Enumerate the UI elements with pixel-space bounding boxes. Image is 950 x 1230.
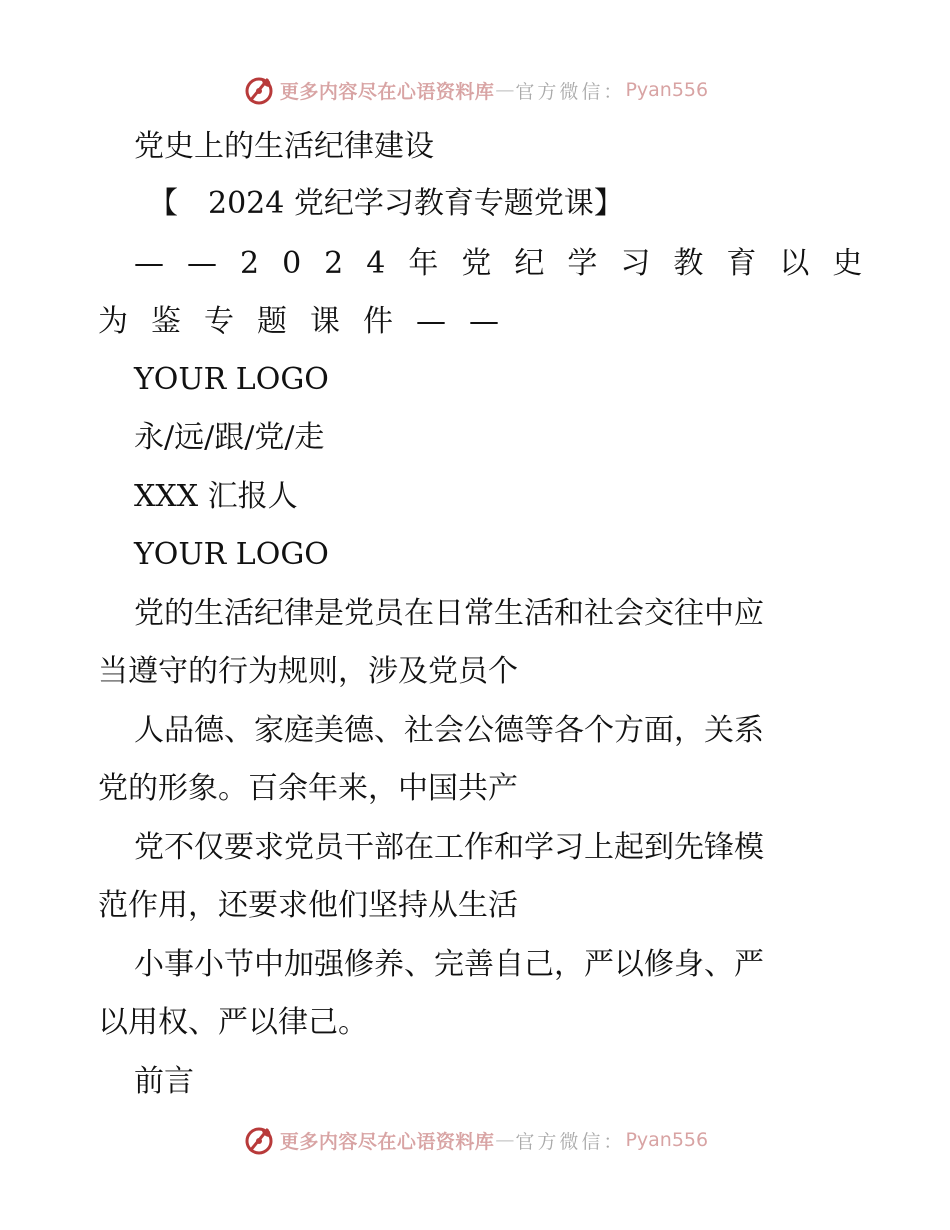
watermark-wechat-id: Pyan556 — [625, 1129, 709, 1151]
header-watermark — [0, 70, 950, 110]
doc-subtitle: 【 2024 党纪学习教育专题党课】 — [148, 186, 624, 221]
doc-line: XXX 汇报人 — [134, 479, 298, 514]
quill-pen-logo-icon — [242, 1123, 276, 1157]
watermark-brand: 更多内容尽在心语资料库 — [279, 80, 495, 103]
watermark-brand: 更多内容尽在心语资料库 — [279, 1130, 495, 1153]
doc-line: 为鉴专题课件—— — [98, 304, 522, 339]
watermark-wechat-id: Pyan556 — [625, 79, 709, 101]
doc-line: YOUR LOGO — [134, 362, 329, 397]
doc-line: 永/远/跟/党/走 — [134, 420, 325, 455]
watermark-separator: — — [495, 79, 515, 101]
quill-pen-logo-icon — [242, 73, 276, 107]
watermark-wechat-label: 官方微信： — [515, 1130, 626, 1153]
watermark-wechat-label: 官方微信： — [515, 80, 626, 103]
watermark-separator: — — [495, 1129, 515, 1151]
doc-line: 范作用，还要求他们坚持从生活 — [98, 888, 518, 923]
footer-watermark — [0, 1120, 950, 1160]
doc-line: 党的生活纪律是党员在日常生活和社会交往中应 — [134, 596, 764, 631]
doc-line: 党不仅要求党员干部在工作和学习上起到先锋模 — [134, 830, 764, 865]
doc-line: 当遵守的行为规则，涉及党员个 — [98, 654, 518, 689]
doc-line: 前言 — [134, 1064, 194, 1099]
doc-title: 党史上的生活纪律建设 — [134, 129, 434, 164]
doc-line: YOUR LOGO — [134, 537, 329, 572]
doc-line: 人品德、家庭美德、社会公德等各个方面，关系 — [134, 713, 764, 748]
doc-line: 以用权、严以律己。 — [98, 1005, 368, 1040]
doc-line: ——2024年党纪学习教育以史 — [134, 246, 886, 281]
doc-line: 党的形象。百余年来，中国共产 — [98, 771, 518, 806]
doc-line: 小事小节中加强修养、完善自己，严以修身、严 — [134, 947, 764, 982]
